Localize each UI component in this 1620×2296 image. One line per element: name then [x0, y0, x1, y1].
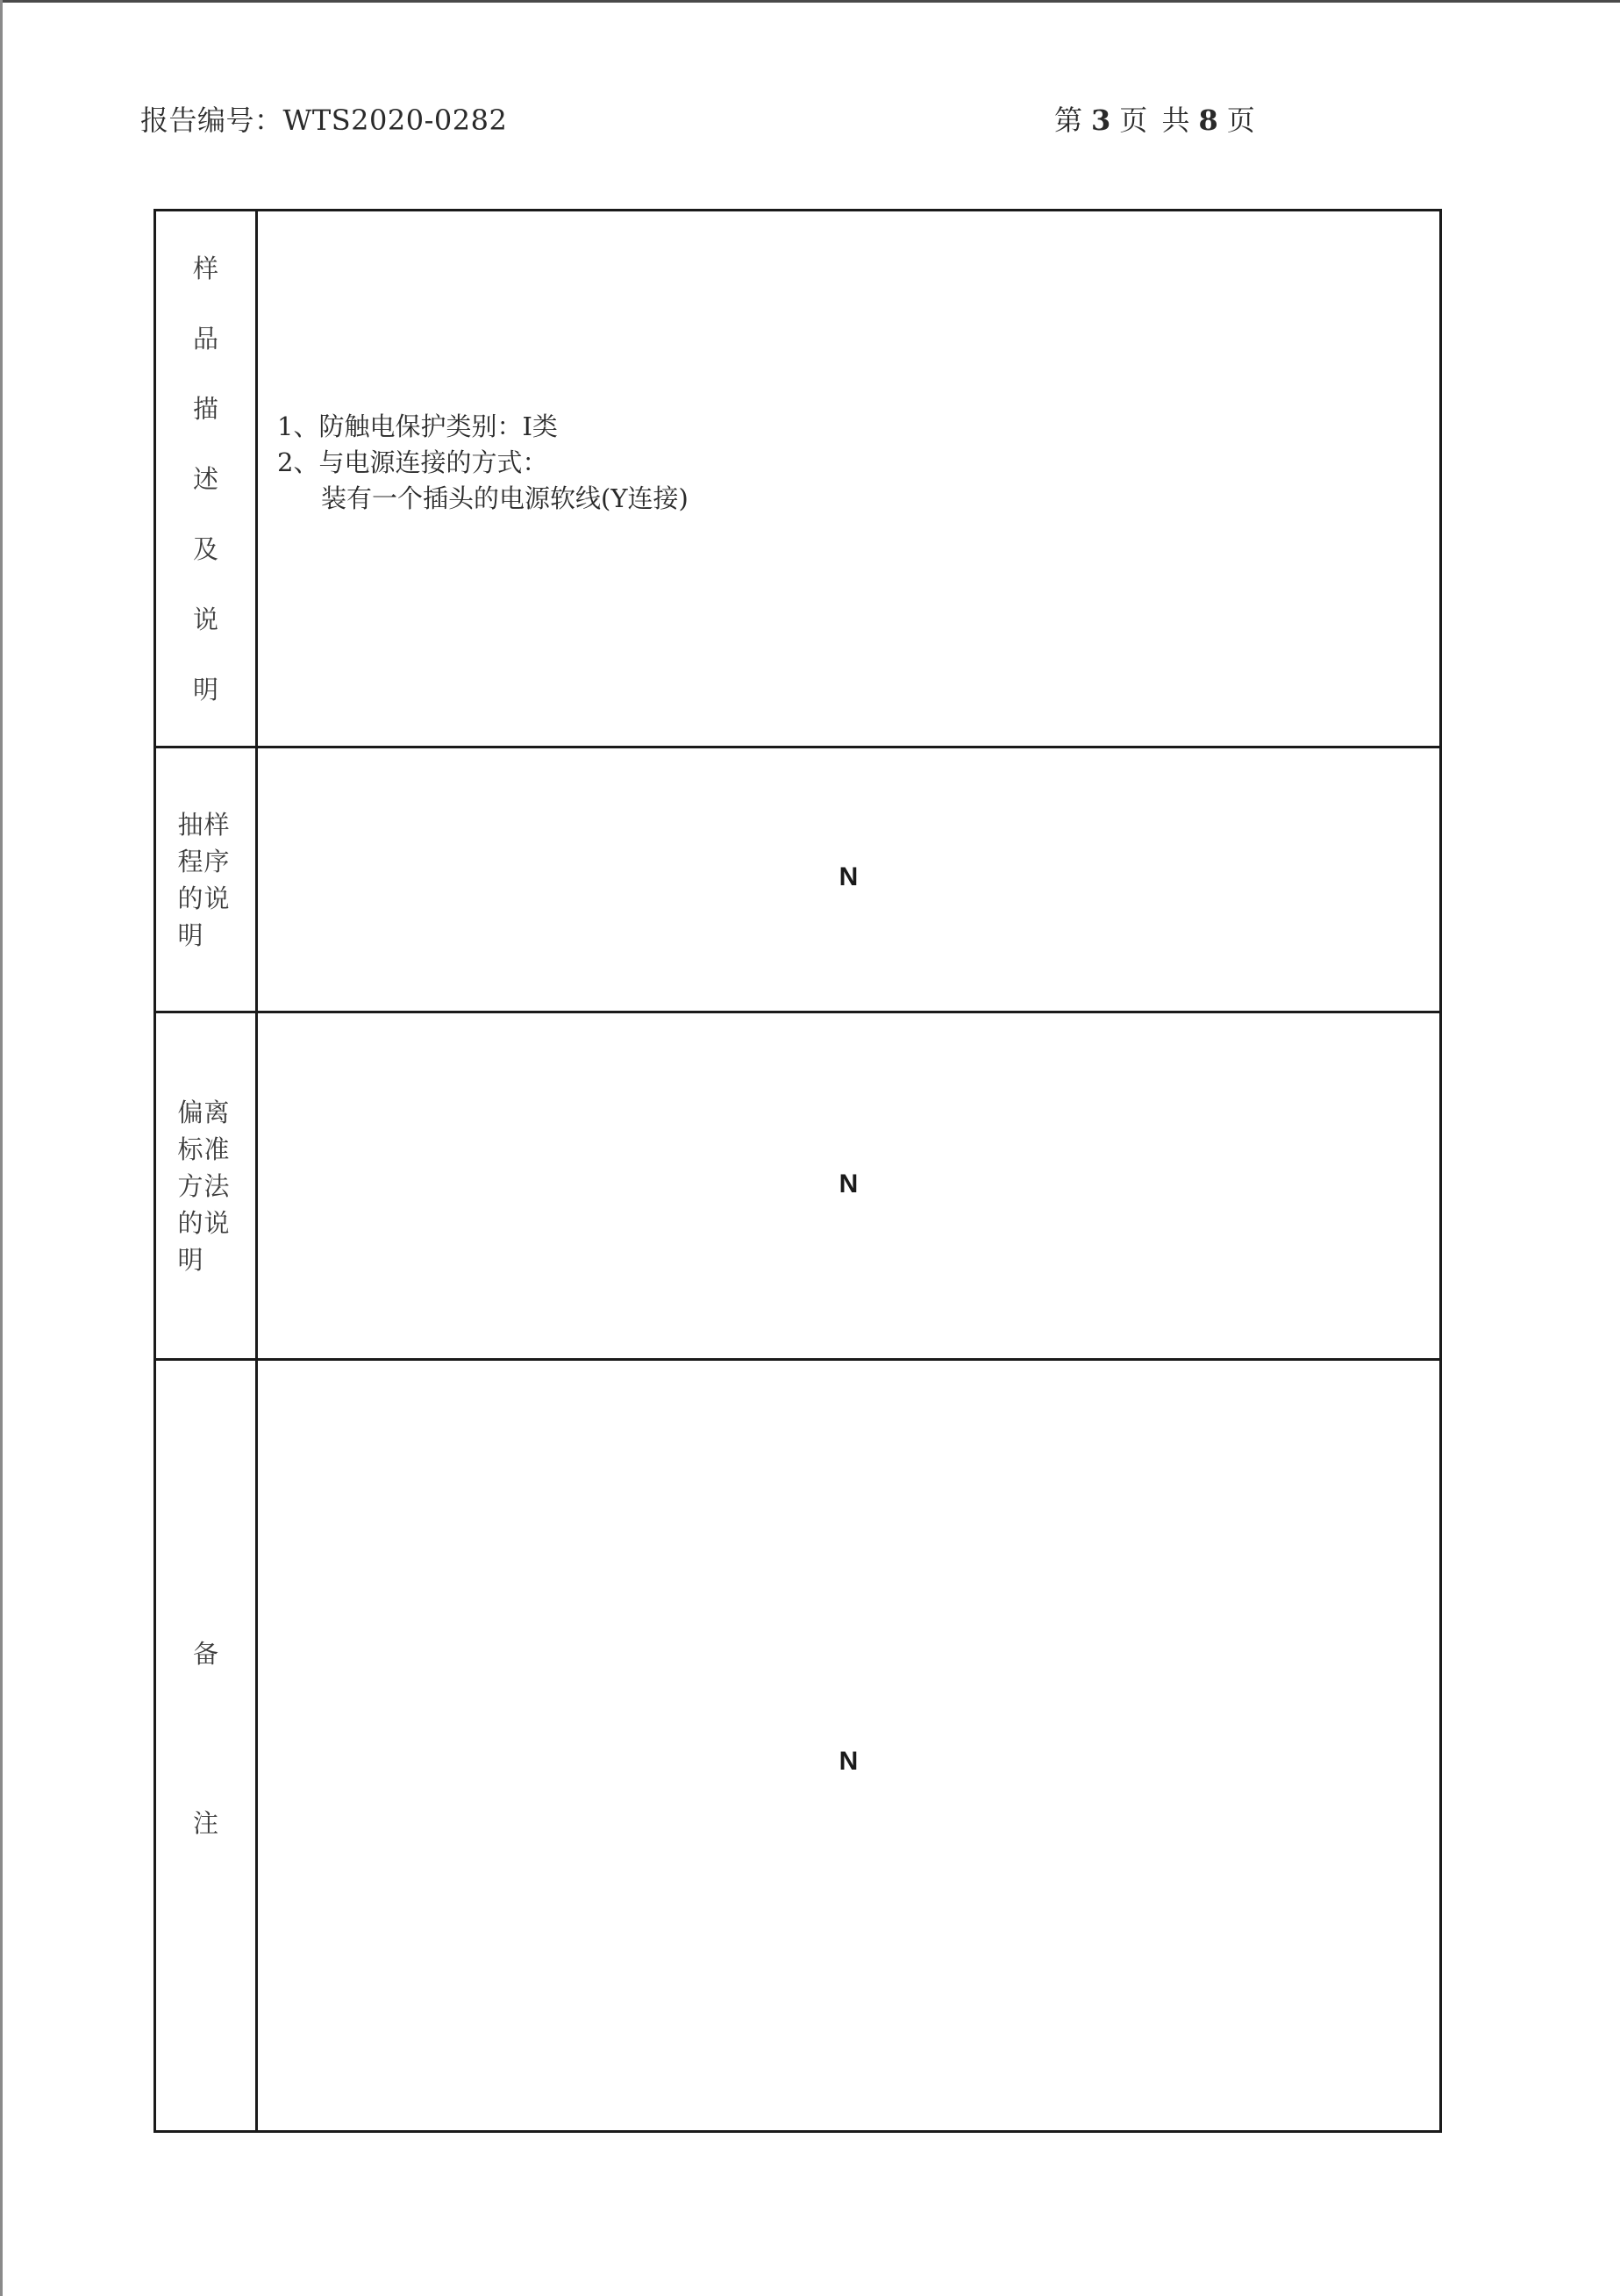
page-border-top: [0, 0, 1620, 3]
report-number-header: [140, 98, 507, 139]
deviation-value: N: [839, 1169, 859, 1198]
label-char: 及: [192, 534, 218, 564]
sample-description-label: [156, 211, 255, 747]
report-number-label: 报告编号：: [140, 104, 283, 137]
remarks-value: N: [839, 1747, 859, 1776]
table-row-deviation: [156, 1013, 1439, 1359]
page-suffix: 页: [1226, 104, 1255, 137]
description-line-1: 1、防触电保护类别：I类: [277, 411, 558, 441]
page-middle: 页 共: [1119, 104, 1190, 137]
sampling-procedure-value: N: [839, 862, 859, 891]
page-current: 3: [1091, 104, 1111, 137]
table-row-sampling-procedure: [156, 748, 1439, 1012]
remarks-content: [258, 1361, 1439, 2130]
deviation-label: 偏离标准方法的说明: [177, 1098, 231, 1275]
sample-description-content: [258, 211, 1439, 747]
deviation-label-cell: [156, 1013, 255, 1359]
description-line-2: 2、与电源连接的方式：: [277, 447, 548, 477]
sampling-procedure-label-cell: [156, 748, 255, 1012]
label-char: 品: [192, 324, 218, 354]
page-total: 8: [1198, 104, 1218, 137]
label-char: 述: [192, 464, 218, 494]
label-char: 说: [192, 604, 218, 634]
table-row-sample-description: [156, 211, 1439, 747]
page-prefix: 第: [1054, 104, 1083, 137]
report-number-value: WTS2020-0282: [282, 104, 508, 137]
table-row-remarks: [156, 1361, 1439, 2130]
remarks-label-char-1: 备: [192, 1639, 218, 1669]
label-char: 样: [192, 254, 218, 283]
remarks-label-char-2: 注: [192, 1808, 218, 1838]
label-char: 明: [192, 675, 218, 705]
page-border-left: [0, 0, 3, 2296]
description-line-3: 装有一个插头的电源软线(Y连接): [321, 483, 689, 513]
page-indicator: [1054, 98, 1255, 139]
sampling-procedure-label: 抽样程序的说明: [177, 810, 231, 950]
deviation-content: [258, 1013, 1439, 1359]
sampling-procedure-content: [258, 748, 1439, 1012]
report-table: [153, 209, 1442, 2133]
label-char: 描: [192, 394, 218, 424]
